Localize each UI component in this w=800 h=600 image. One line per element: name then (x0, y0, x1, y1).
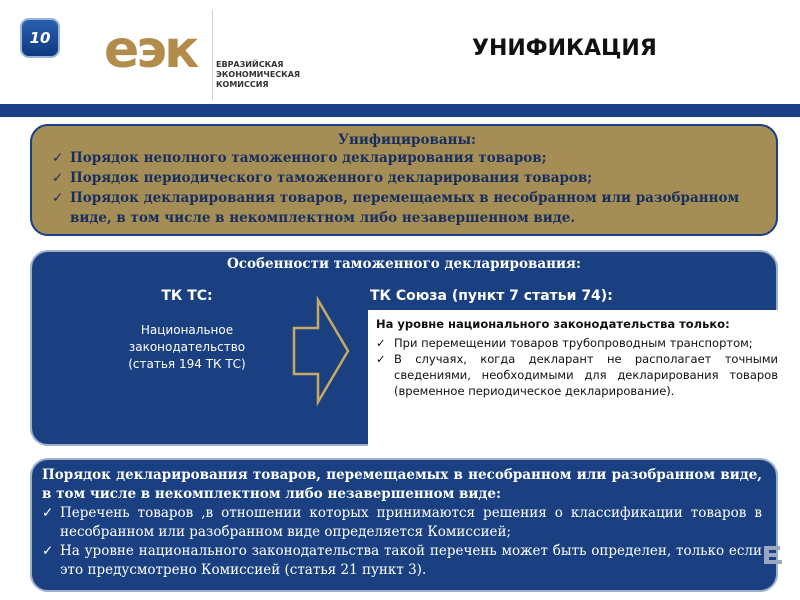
eek-logo: еэк (104, 20, 197, 80)
watermark-glyph-icon (760, 542, 786, 568)
unified-list (52, 148, 762, 228)
list-item (52, 148, 762, 168)
check-icon: ✓ (52, 150, 64, 166)
tk-union-box (368, 310, 788, 452)
features-panel (30, 250, 778, 446)
list-item-text: Перечень товаров ,в отношении которых принимаются решения о классификации товаров в несобранном или разобранном виде определяется Комиссией; (60, 505, 762, 540)
tk-union-heading: ТК Союза (пункт 7 статьи 74): (370, 288, 613, 304)
list-item (42, 504, 762, 542)
unified-heading: Унифицированы: (338, 132, 476, 148)
logo-caption-line2: ЭКОНОМИЧЕСКАЯ (216, 70, 301, 79)
logo-divider (212, 10, 213, 100)
tk-ts-body: Национальное законодательство (статья 194 ТК ТС) (128, 323, 246, 371)
page-number-badge: 10 (20, 18, 60, 58)
check-icon: ✓ (42, 543, 54, 559)
right-arrow-icon (292, 296, 350, 406)
list-item (376, 351, 778, 399)
check-icon: ✓ (376, 352, 386, 366)
disassembled-list (42, 504, 762, 580)
list-item-text: Порядок неполного таможенного декларирования товаров; (70, 150, 547, 166)
check-icon: ✓ (52, 170, 64, 186)
logo-caption-line3: КОМИССИЯ (216, 80, 269, 89)
list-item-text: Порядок периодического таможенного декларирования товаров; (70, 170, 593, 186)
list-item (42, 542, 762, 580)
unified-panel (30, 124, 778, 236)
tk-ts-column (52, 288, 322, 373)
list-item-text: На уровне национального законодательства такой перечень может быть определен, только если это предусмотрено Комиссией (статья 21 пункт 3). (60, 543, 762, 578)
disassembled-lead: Порядок декларирования товаров, перемещаемых в несобранном или разобранном виде, в том числе в некомплектном либо незавершенном виде: (42, 467, 762, 502)
list-item-text: Порядок декларирования товаров, перемещаемых в несобранном или разобранном виде, в том числе в некомплектном либо незавершенном виде. (70, 190, 740, 226)
tk-union-list (376, 335, 778, 399)
tk-ts-heading: ТК ТС: (161, 288, 213, 304)
check-icon: ✓ (42, 505, 54, 521)
brand-watermark-icon (760, 542, 786, 574)
list-item (376, 335, 778, 351)
list-item-text: При перемещении товаров трубопроводным транспортом; (394, 336, 753, 350)
logo-caption-line1: ЕВРАЗИЙСКАЯ (216, 60, 284, 69)
tk-union-lead: На уровне национального законодательства только: (376, 317, 730, 331)
disassembled-panel (30, 458, 778, 592)
list-item-text: В случаях, когда декларант не располагает точными сведениями, необходимыми для декларирования товаров (временное периодическое декларирование). (394, 352, 778, 398)
logo-caption (216, 60, 300, 90)
slide-title: УНИФИКАЦИЯ (472, 36, 657, 61)
features-heading: Особенности таможенного декларирования: (227, 256, 581, 272)
list-item (52, 188, 762, 228)
list-item (52, 168, 762, 188)
check-icon: ✓ (52, 190, 64, 206)
header-rule (0, 104, 800, 117)
check-icon: ✓ (376, 336, 386, 350)
